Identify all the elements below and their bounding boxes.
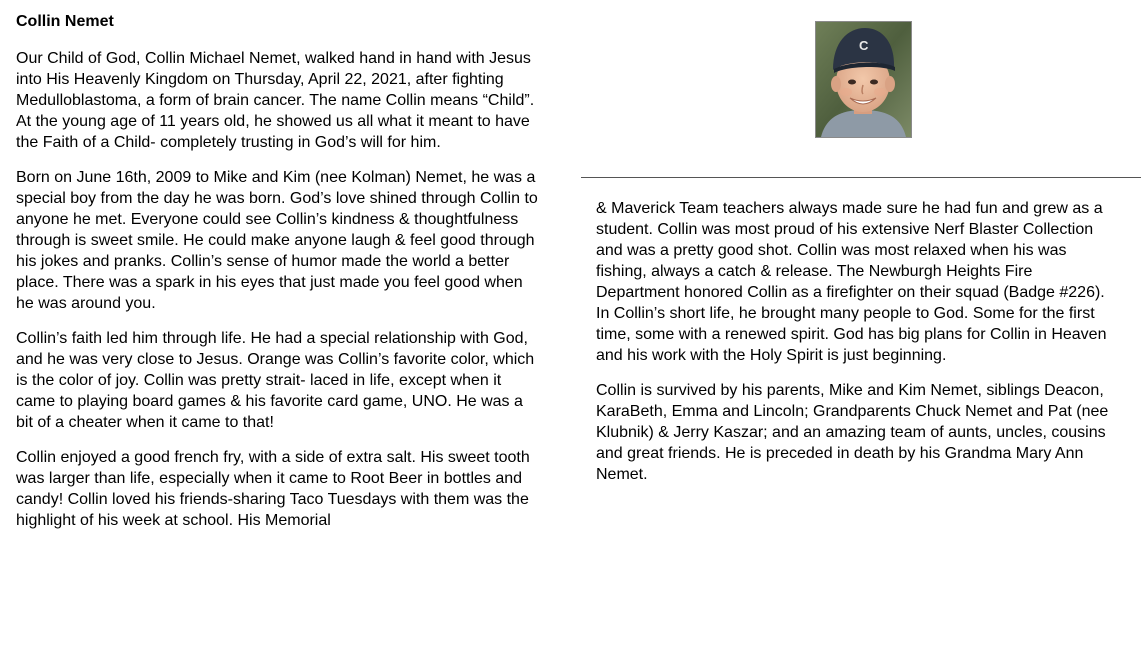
left-column — [16, 12, 538, 545]
right-text-block — [596, 198, 1116, 499]
paragraph-intro: Our Child of God, Collin Michael Nemet, walked hand in hand with Jesus into His Heavenly Kingdom on Thursday, April 22, 2021, after fighting Medulloblastoma, a form of brain cancer. The name Collin means “Child”. At the young age of 11 years old, he showed us all what it meant to have the Faith of a Child- completely trusting in God’s will for him. — [16, 50, 535, 151]
paragraph-interests: Collin enjoyed a good french fry, with a side of extra salt. His sweet tooth was larger than life, especially when it came to Root Beer in bottles and candy! Collin loved his friends-sharing Taco Tuesdays with them was the highlight of his week at school. His Memorial — [16, 449, 530, 529]
obituary-title: Collin Nemet — [16, 13, 114, 30]
paragraph-survivors: Collin is survived by his parents, Mike and Kim Nemet, siblings Deacon, KaraBeth, Emma and Lincoln; Grandparents Chuck Nemet and Pat (nee Klubnik) & Jerry Kaszar; and an amazing team of aunts, uncles, cousins and great friends. He is preceded in death by his Grandma Mary Ann Nemet. — [596, 382, 1109, 483]
paragraph-birth: Born on June 16th, 2009 to Mike and Kim (nee Kolman) Nemet, he was a special boy from the day he was born. God’s love shined through Collin to anyone he met. Everyone could see Collin’s kindness & thoughtfulness through is sweet smile. He could make anyone laugh & feel good through his jokes and pranks. Collin’s sense of humor made the world a better place. There was a spark in his eyes that just made you feel good when he was around you. — [16, 169, 538, 312]
section-divider — [581, 177, 1141, 178]
svg-text:C: C — [859, 38, 869, 53]
paragraph-school-hobbies: & Maverick Team teachers always made sure he had fun and grew as a student. Collin was most proud of his extensive Nerf Blaster Collection and was a pretty good shot. Collin was most relaxed when his was fishing, always a catch & release. The Newburgh Heights Fire Department honored Collin as a firefighter on their squad (Badge #226). In Collin’s short life, he brought many people to God. Some for the first time, some with a renewed spirit. God has big plans for Collin in Heaven and his work with the Holy Spirit is just beginning. — [596, 200, 1107, 364]
portrait-image — [816, 22, 911, 137]
portrait-photo — [815, 21, 912, 138]
paragraph-faith: Collin’s faith led him through life. He had a special relationship with God, and he was very close to Jesus. Orange was Collin’s favorite color, which is the color of joy. Collin was pretty strait- laced in life, except when it came to playing board games & his favorite card game, UNO. He was a bit of a cheater when it came to that! — [16, 330, 535, 431]
